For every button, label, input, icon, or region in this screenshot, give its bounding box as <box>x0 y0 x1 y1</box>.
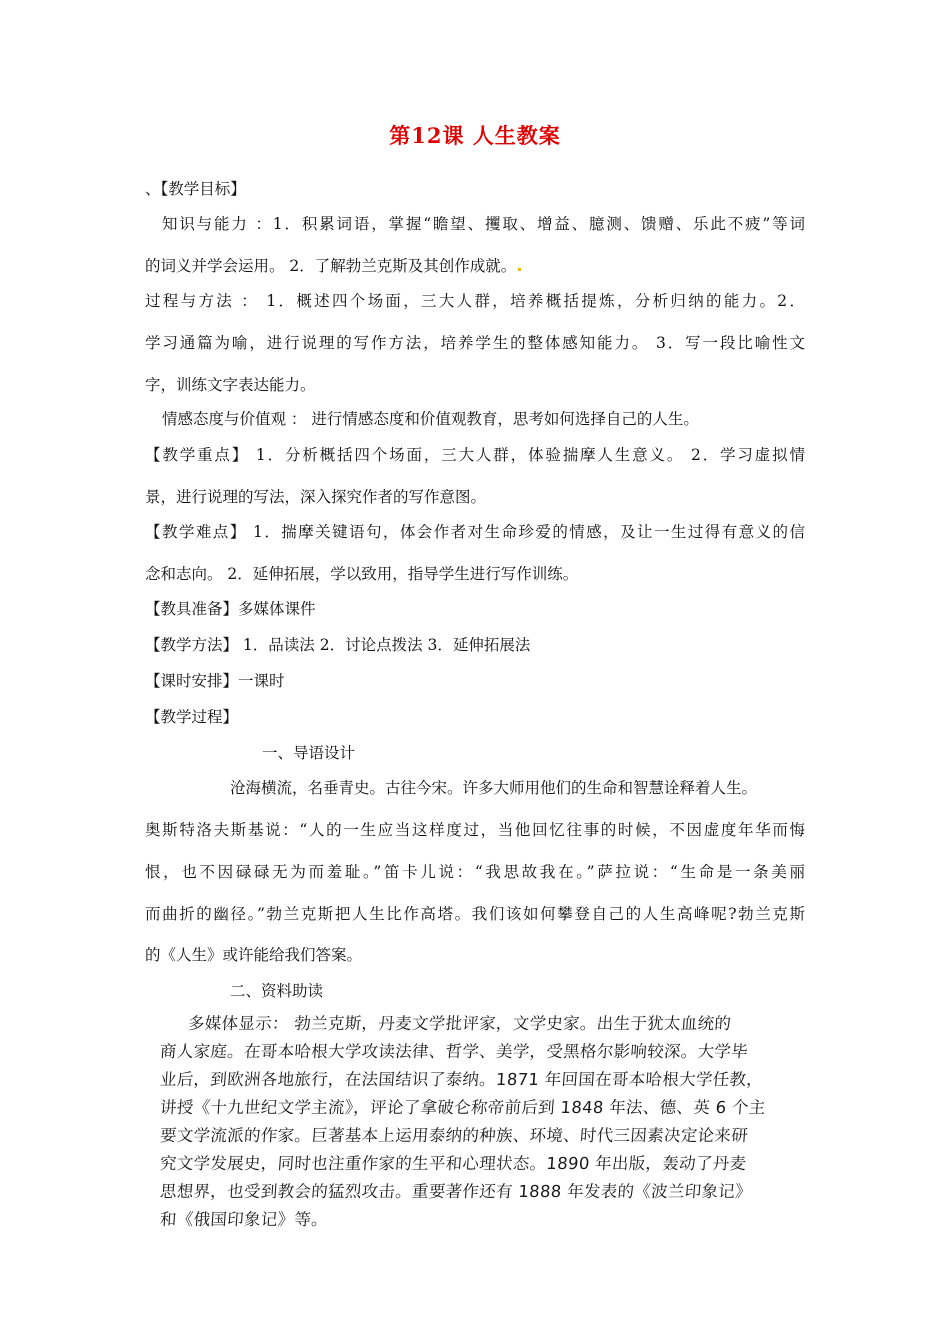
process-line-2: 学习通篇为喻，进行说理的写作方法，培养学生的整体感知能力。 3．写一段比喻性文 <box>145 334 805 352</box>
intro-heading: 一、导语设计 <box>262 744 356 762</box>
knowledge-line-2: 的词义并学会运用。 2．了解勃兰克斯及其创作成就。 <box>145 255 815 277</box>
difficulty-line-2: 念和志向。 2．延伸拓展，学以致用，指导学生进行写作训练。 <box>145 565 579 583</box>
scan-line-7: 思想界，也受到教会的猛烈攻击。重要著作还有 1888 年发表的《波兰印象记》 <box>159 1182 753 1201</box>
scan-line-1: 多媒体显示： 勃兰克斯，丹麦文学批评家，文学史家。出生于犹太血统的 <box>187 1014 732 1033</box>
process-heading: 【教学过程】 <box>145 708 239 726</box>
process-line-1: 过程与方法 ： 1．概述四个场面，三大人群，培养概括提炼，分析归纳的能力。2． <box>145 292 805 310</box>
emotion-line: 情感态度与价值观 ： 进行情感态度和价值观教育，思考如何选择自己的人生。 <box>162 410 699 428</box>
intro-line-1: 沧海横流，名垂青史。古往今宋。许多大师用他们的生命和智慧诠释着人生。 <box>230 779 758 797</box>
scan-line-2: 商人家庭。在哥本哈根大学攻读法律、哲学、美学，受黑格尔影响较深。大学毕 <box>159 1042 749 1061</box>
intro-line-2: 奥斯特洛夫斯基说：“人的一生应当这样度过，当他回忆往事的时候，不因虚度年华而悔 <box>145 821 805 839</box>
scan-line-4: 讲授《十九世纪文学主流》，评论了拿破仑称帝前后到 1848 年法、德、英 6 个主 <box>159 1098 767 1117</box>
intro-line-5: 的《人生》或许能给我们答案。 <box>145 946 363 964</box>
key-point-line-1: 【教学重点】 1．分析概括四个场面，三大人群，体验揣摩人生意义。 2．学习虚拟情 <box>145 446 805 464</box>
schedule-line: 【课时安排】一课时 <box>145 672 285 690</box>
knowledge-line-1: 知识与能力 ：1．积累词语，掌握“瞻望、攫取、增益、臆测、馈赠、乐此不疲”等词 <box>162 215 805 233</box>
objective-heading: 、【教学目标】 <box>145 180 246 198</box>
difficulty-line-1: 【教学难点】 1．揣摩关键语句，体会作者对生命珍爱的情感，及让一生过得有意义的信 <box>145 523 805 541</box>
scan-line-8: 和《俄国印象记》等。 <box>159 1210 329 1229</box>
page-title: 第12课 人生教案 <box>389 123 561 148</box>
methods-line: 【教学方法】 1．品读法 2．讨论点拨法 3．延伸拓展法 <box>145 636 531 654</box>
scan-line-3: 业后，到欧洲各地旅行，在法国结识了泰纳。1871 年回国在哥本哈根大学任教， <box>159 1070 764 1089</box>
key-point-line-2: 景，进行说理的写法，深入探究作者的写作意图。 <box>145 488 487 506</box>
process-line-3: 字，训练文字表达能力。 <box>145 376 316 394</box>
highlight-mark <box>518 268 521 271</box>
scan-line-6: 究文学发展史，同时也注重作家的生平和心理状态。1890 年出版，轰动了丹麦 <box>159 1154 748 1173</box>
intro-line-3: 恨，也不因碌碌无为而羞耻。”笛卡儿说：“我思故我在。”萨拉说：“生命是一条美丽 <box>145 863 805 881</box>
intro-line-4: 而曲折的幽径。”勃兰克斯把人生比作高塔。我们该如何攀登自己的人生高峰呢?勃兰克斯 <box>145 905 805 923</box>
material-heading: 二、资料助读 <box>230 982 324 1000</box>
scan-line-5: 要文学流派的作家。巨著基本上运用泰纳的种族、环境、时代三因素决定论来研 <box>159 1126 749 1145</box>
tools-line: 【教具准备】多媒体课件 <box>145 600 316 618</box>
